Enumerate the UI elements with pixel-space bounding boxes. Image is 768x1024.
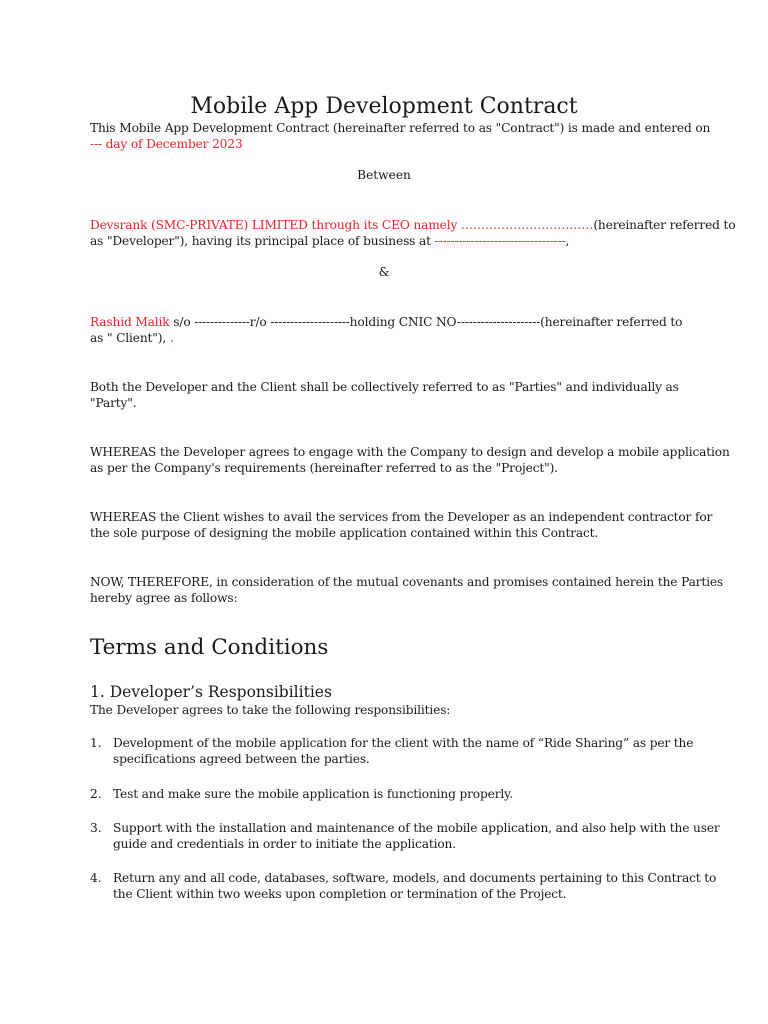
list-item-2-line-1: Test and make sure the mobile application is functioning properly. [113,787,513,801]
list-item-number: 2. [90,787,102,801]
developer-address-prefix: as "Developer"), having its principal place of business at [90,234,435,248]
list-item-number: 3. [90,821,102,835]
list-item-4-line-2: the Client within two weeks upon completion or termination of the Project. [113,887,567,901]
between-label: Between [357,168,411,182]
parties-line-1: Both the Developer and the Client shall be collectively referred to as "Parties" and individually as [90,380,679,394]
document-title: Mobile App Development Contract [190,94,578,119]
list-item-3-line-1: Support with the installation and maintenance of the mobile application, and also help with the user [113,821,720,835]
developer-name: Devsrank (SMC-PRIVATE) LIMITED through its CEO namely …………………………… [90,218,594,232]
now-therefore-line-1: NOW, THEREFORE, in consideration of the mutual covenants and promises contained herein the Parties [90,575,724,589]
list-item-1-line-1: Development of the mobile application for the client with the name of “Ride Sharing” as per the [113,736,694,750]
developer-line-2 [90,234,569,249]
terms-heading: Terms and Conditions [90,635,329,660]
ampersand: & [378,265,390,279]
now-therefore-line-2: hereby agree as follows: [90,591,238,605]
intro-date: --- day of December 2023 [90,137,243,151]
whereas-2-line-1: WHEREAS the Client wishes to avail the services from the Developer as an independent contractor for [90,510,713,524]
whereas-1-line-1: WHEREAS the Developer agrees to engage with the Company to design and develop a mobile application [90,445,730,459]
client-details: s/o --------------r/o --------------------holding CNIC NO---------------------(hereinafter referred to [169,315,683,329]
list-item-1-line-2: specifications agreed between the parties. [113,752,370,766]
intro-line-1: This Mobile App Development Contract (hereinafter referred to as "Contract") is made and entered on [90,121,711,135]
list-item-4-line-1: Return any and all code, databases, software, models, and documents pertaining to this Contract to [113,871,717,885]
client-name: Rashid Malik [90,315,170,329]
list-item-number: 4. [90,871,102,885]
whereas-1-line-2: as per the Company's requirements (hereinafter referred to as the "Project"). [90,461,558,475]
list-item-3-line-2: guide and credentials in order to initiate the application. [113,837,456,851]
section-1-lead: The Developer agrees to take the following responsibilities: [90,703,451,717]
parties-line-2: "Party". [90,396,137,410]
section-1-heading: 1. Developer’s Responsibilities [90,683,332,701]
client-line-1 [90,315,682,330]
client-ref: as " Client"), [90,331,170,345]
list-item-number: 1. [90,736,102,750]
whereas-2-line-2: the sole purpose of designing the mobile application contained within this Contract. [90,526,599,540]
developer-address-blank: --------------------------------- [434,234,566,248]
developer-ref: (hereinafter referred to [593,218,736,232]
client-line-2 [90,331,174,346]
client-red-mark: . [169,331,174,345]
developer-line-1 [90,218,735,233]
developer-address-suffix: , [565,234,570,248]
